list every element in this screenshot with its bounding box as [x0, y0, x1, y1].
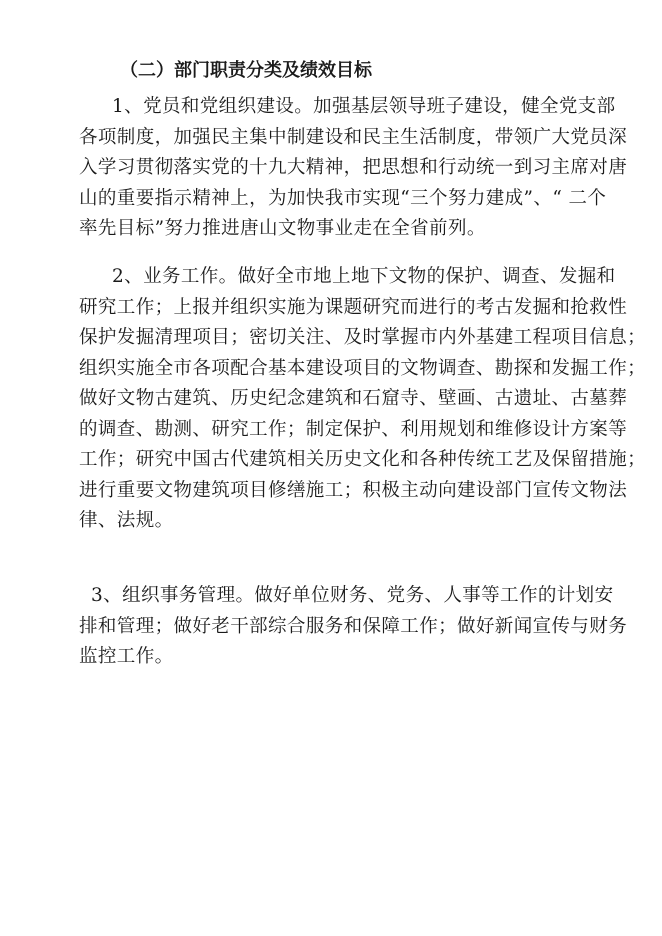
- paragraph-business-work: [79, 262, 646, 537]
- paragraph-line: 进行重要文物建筑项目修缮施工；积极主动向建设部门宣传文物法: [79, 479, 628, 501]
- paragraph-line: 保护发掘清理项目；密切关注、及时掌握市内外基建工程项目信息；: [79, 327, 647, 348]
- paragraph-party-building: [79, 92, 627, 245]
- paragraph-line: 各项制度，加强民主集中制建设和民主生活制度，带领广大党员深: [79, 126, 628, 148]
- paragraph-line: 1、党员和党组织建设。加强基层领导班子建设，健全党支部: [112, 96, 616, 117]
- paragraph-line: 排和管理；做好老干部综合服务和保障工作；做好新闻宣传与财务: [79, 615, 628, 637]
- paragraph-line: 3、组织事务管理。做好单位财务、党务、人事等工作的计划安: [91, 585, 614, 606]
- paragraph-line: 组织实施全市各项配合基本建设项目的文物调查、勘探和发掘工作；: [79, 357, 647, 379]
- paragraph-line: 做好文物古建筑、历史纪念建筑和石窟寺、壁画、古遗址、古墓葬: [79, 388, 628, 409]
- section-heading: （二）部门职责分类及绩效目标: [120, 60, 372, 81]
- paragraph-affairs-management: [79, 581, 627, 673]
- paragraph-line: 入学习贯彻落实党的十九大精神，把思想和行动统一到习主席对唐: [79, 157, 628, 178]
- paragraph-line: 监控工作。: [79, 646, 174, 667]
- paragraph-line: 山的重要指示精神上，为加快我市实现“三个努力建成”、“ 二个: [79, 187, 607, 209]
- paragraph-line: 工作；研究中国古代建筑相关历史文化和各种传统工艺及保留措施；: [79, 449, 647, 470]
- paragraph-line: 律、法规。: [79, 510, 174, 531]
- paragraph-line: 的调查、勘测、研究工作；制定保护、利用规划和维修设计方案等: [79, 418, 628, 440]
- paragraph-line: 研究工作；上报并组织实施为课题研究而进行的考古发掘和抢救性: [79, 296, 628, 318]
- paragraph-line: 2、业务工作。做好全市地上地下文物的保护、调查、发掘和: [112, 266, 616, 287]
- paragraph-line: 率先目标”努力推进唐山文物事业走在全省前列。: [79, 218, 486, 239]
